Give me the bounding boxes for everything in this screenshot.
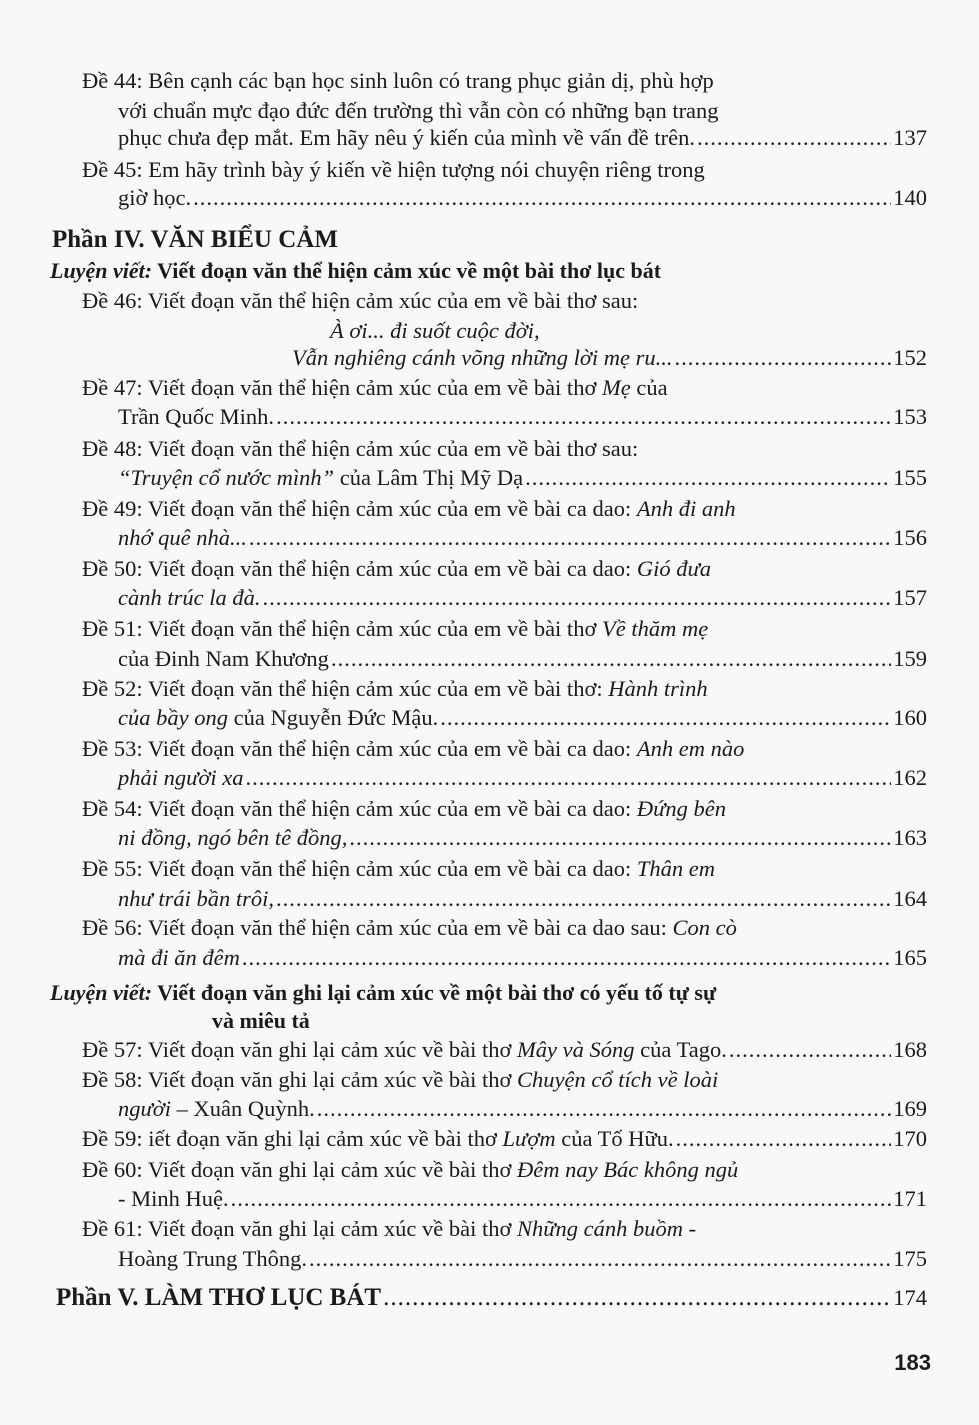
toc-page-ref: 165 — [893, 945, 927, 970]
toc-line — [0, 644, 979, 674]
toc-line — [0, 316, 979, 346]
toc-page-ref: 175 — [893, 1246, 927, 1271]
toc-text: của — [630, 375, 668, 400]
toc-page-ref: 157 — [893, 585, 927, 610]
toc-page-ref: 162 — [893, 765, 927, 790]
toc-page-ref: 160 — [893, 705, 927, 730]
dot-leader — [249, 523, 891, 553]
toc-text: Đề 51: Viết đoạn văn thể hiện cảm xúc của em về bài thơ — [82, 616, 602, 641]
toc-page-ref: 159 — [893, 646, 927, 671]
toc-text: Đề 54: Viết đoạn văn thể hiện cảm xúc của em về bài ca dao: — [82, 796, 637, 821]
toc-line — [0, 183, 979, 213]
dot-leader — [262, 583, 891, 613]
toc-text: Đề 58: Viết đoạn văn ghi lại cảm xúc về bài thơ — [82, 1067, 518, 1092]
toc-line — [0, 1244, 979, 1274]
section-heading — [0, 225, 979, 255]
toc-page-ref: 155 — [893, 465, 927, 490]
toc-line — [0, 734, 979, 764]
toc-line — [0, 463, 979, 493]
dot-leader — [674, 343, 891, 373]
toc-text: Đề 45: Em hãy trình bày ý kiến về hiện tượng nói chuyện riêng trong — [82, 157, 705, 182]
toc-line — [0, 583, 979, 613]
toc-line — [0, 1065, 979, 1095]
toc-line — [0, 1155, 979, 1185]
toc-text: giờ học. — [118, 185, 192, 210]
work-title: Mây và Sóng — [517, 1037, 635, 1062]
toc-text: Đề 50: Viết đoạn văn thể hiện cảm xúc của em về bài ca dao: — [82, 556, 637, 581]
toc-text: Đề 52: Viết đoạn văn thể hiện cảm xúc của em về bài thơ: — [82, 676, 609, 701]
toc-line — [0, 794, 979, 824]
toc-text: của Tago. — [634, 1037, 727, 1062]
dot-leader — [231, 1184, 892, 1214]
toc-line — [0, 373, 979, 403]
toc-text: Hoàng Trung Thông. — [118, 1246, 307, 1271]
toc-line — [0, 1035, 979, 1065]
part-title: Phần IV. VĂN BIỂU CẢM — [52, 226, 338, 253]
work-title: Mẹ — [601, 375, 631, 400]
toc-page-ref: 137 — [893, 125, 927, 150]
toc-text: Đề 47: Viết đoạn văn thể hiện cảm xúc của em về bài thơ — [82, 375, 602, 400]
toc-line — [0, 523, 979, 553]
toc-line — [0, 1214, 979, 1244]
toc-line — [0, 614, 979, 644]
poem-line: À ơi... đi suốt cuộc đời, — [330, 318, 540, 343]
toc-text: của Tố Hữu. — [555, 1126, 674, 1151]
work-title: cành trúc la đà. — [118, 585, 261, 610]
poem-line: Vẫn nghiêng cánh võng những lời mẹ ru... — [292, 345, 673, 370]
toc-line — [0, 943, 979, 973]
work-title: Đêm nay Bác không ngủ — [517, 1157, 739, 1182]
dot-leader — [309, 1244, 891, 1274]
work-title: Anh em nào — [636, 736, 745, 761]
toc-text: của Nguyễn Đức Mậu. — [227, 705, 439, 730]
toc-page-ref: 163 — [893, 825, 927, 850]
dot-leader — [697, 123, 891, 153]
dot-leader — [276, 402, 891, 432]
section-heading — [0, 1283, 979, 1313]
toc-line — [0, 1124, 979, 1154]
toc-text: Đề 56: Viết đoạn văn thể hiện cảm xúc của em về bài ca dao sau: — [82, 915, 673, 940]
subsection-title: Viết đoạn văn thể hiện cảm xúc về một bài thơ lục bát — [152, 258, 662, 283]
toc-page-ref: 174 — [893, 1285, 927, 1310]
subsection-heading — [0, 1006, 979, 1036]
toc-text: của Lâm Thị Mỹ Dạ — [334, 465, 524, 490]
toc-line — [0, 343, 979, 373]
subsection-title: và miêu tả — [212, 1008, 310, 1033]
dot-leader — [383, 1283, 891, 1313]
toc-text: Đề 46: Viết đoạn văn thể hiện cảm xúc của em về bài thơ sau: — [82, 288, 639, 313]
dot-leader — [317, 1094, 891, 1124]
toc-line — [0, 763, 979, 793]
toc-line — [0, 703, 979, 733]
toc-line — [0, 66, 979, 96]
toc-line — [0, 123, 979, 153]
toc-text: – Xuân Quỳnh. — [171, 1096, 315, 1121]
dot-leader — [193, 183, 891, 213]
work-title: Thân em — [636, 856, 716, 881]
dot-leader — [440, 703, 891, 733]
toc-text: - Minh Huệ. — [118, 1186, 229, 1211]
toc-text: Đề 60: Viết đoạn văn ghi lại cảm xúc về bài thơ — [82, 1157, 518, 1182]
work-title: mà đi ăn đêm — [118, 945, 240, 970]
toc-line — [0, 402, 979, 432]
page-number: 183 — [894, 1350, 931, 1375]
toc-line — [0, 286, 979, 316]
toc-line — [0, 823, 979, 853]
work-title: Lượm — [502, 1126, 556, 1151]
toc-page-ref: 171 — [893, 1186, 927, 1211]
subsection-heading — [0, 256, 979, 286]
work-title: Những cánh buồm — [517, 1216, 684, 1241]
toc-page-ref: 140 — [893, 185, 927, 210]
work-title: “Truyện cổ nước mình” — [118, 465, 335, 490]
work-title: Chuyện cổ tích về loài — [517, 1067, 719, 1092]
toc-text: Đề 55: Viết đoạn văn thể hiện cảm xúc của em về bài ca dao: — [82, 856, 637, 881]
work-title: Con cò — [672, 915, 737, 940]
toc-line — [0, 854, 979, 884]
toc-text: Đề 61: Viết đoạn văn ghi lại cảm xúc về bài thơ — [82, 1216, 518, 1241]
subsection-label: Luyện viết: — [50, 980, 153, 1005]
toc-text: - — [683, 1216, 697, 1241]
toc-line — [0, 1184, 979, 1214]
toc-text: Đề 57: Viết đoạn văn ghi lại cảm xúc về bài thơ — [82, 1037, 518, 1062]
toc-page-ref: 164 — [893, 886, 927, 911]
dot-leader — [729, 1035, 891, 1065]
work-title: phải người xa — [118, 765, 244, 790]
toc-line — [0, 884, 979, 914]
work-title: người — [118, 1096, 172, 1121]
toc-line — [0, 434, 979, 464]
toc-text: của Đinh Nam Khương — [118, 646, 329, 671]
work-title: như trái bần trôi, — [118, 886, 275, 911]
dot-leader — [676, 1124, 892, 1154]
work-title: Anh đi anh — [636, 496, 736, 521]
toc-page-ref: 152 — [893, 345, 927, 370]
dot-leader — [246, 763, 892, 793]
toc-page-ref: 169 — [893, 1096, 927, 1121]
toc-text: Đề 48: Viết đoạn văn thể hiện cảm xúc của em về bài thơ sau: — [82, 436, 639, 461]
dot-leader — [242, 943, 891, 973]
toc-page-ref: 156 — [893, 525, 927, 550]
toc-line — [0, 494, 979, 524]
toc-text: Đề 59: iết đoạn văn ghi lại cảm xúc về bài thơ — [82, 1126, 503, 1151]
toc-text: Trần Quốc Minh. — [118, 404, 275, 429]
work-title: Về thăm mẹ — [601, 616, 709, 641]
work-title: nhớ quê nhà... — [118, 525, 247, 550]
toc-page-ref: 168 — [893, 1037, 927, 1062]
subsection-label: Luyện viết: — [50, 258, 153, 283]
toc-page-ref: 170 — [893, 1126, 927, 1151]
toc-line — [0, 674, 979, 704]
dot-leader — [525, 463, 891, 493]
dot-leader — [331, 644, 891, 674]
work-title: của bầy ong — [118, 705, 228, 730]
toc-text: với chuẩn mực đạo đức đến trường thì vẫn còn có những bạn trang — [118, 98, 719, 123]
toc-text: phục chưa đẹp mắt. Em hãy nêu ý kiến của mình về vấn đề trên. — [118, 125, 696, 150]
toc-text: Đề 53: Viết đoạn văn thể hiện cảm xúc của em về bài ca dao: — [82, 736, 637, 761]
subsection-title: Viết đoạn văn ghi lại cảm xúc về một bài thơ có yếu tố tự sự — [152, 980, 717, 1005]
toc-line — [0, 96, 979, 126]
work-title: Đứng bên — [636, 796, 727, 821]
part-title: Phần V. LÀM THƠ LỤC BÁT — [56, 1284, 382, 1311]
toc-line — [0, 913, 979, 943]
toc-line — [0, 554, 979, 584]
toc-line — [0, 1094, 979, 1124]
toc-page-ref: 153 — [893, 404, 927, 429]
subsection-heading — [0, 978, 979, 1008]
work-title: Hành trình — [608, 676, 708, 701]
toc-text: Đề 44: Bên cạnh các bạn học sinh luôn có trang phục giản dị, phù hợp — [82, 68, 714, 93]
dot-leader — [276, 884, 891, 914]
work-title: Gió đưa — [636, 556, 712, 581]
dot-leader — [349, 823, 891, 853]
work-title: ni đồng, ngó bên tê đồng, — [118, 825, 348, 850]
toc-text: Đề 49: Viết đoạn văn thể hiện cảm xúc của em về bài ca dao: — [82, 496, 637, 521]
toc-line — [0, 155, 979, 185]
